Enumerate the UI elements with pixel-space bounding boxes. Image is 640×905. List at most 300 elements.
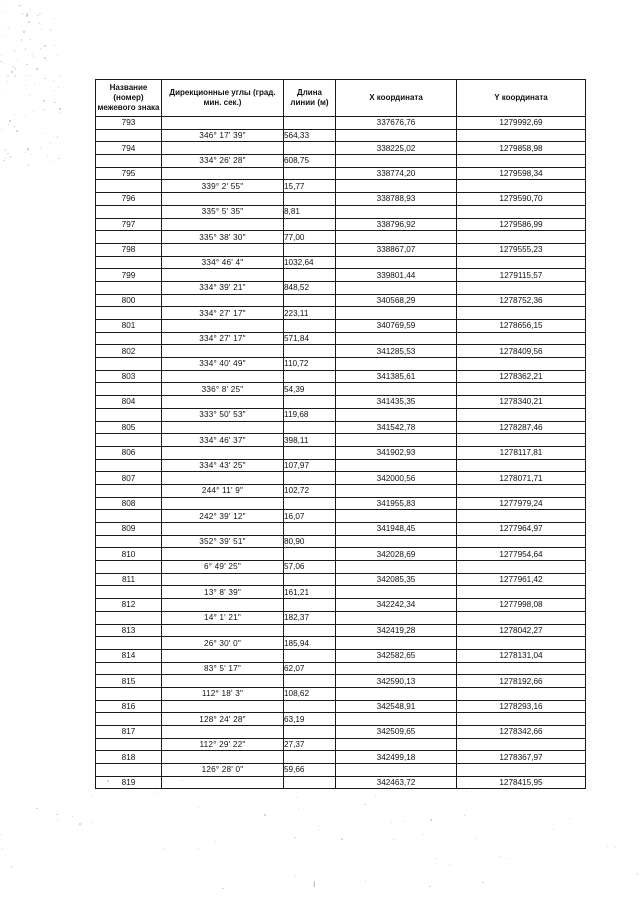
cell-y-coordinate — [457, 738, 586, 751]
cell-x-coordinate: 341285,53 — [336, 345, 457, 358]
cell-y-coordinate — [457, 129, 586, 142]
cell-x-coordinate — [336, 434, 457, 447]
cell-line-length: 102,72 — [284, 484, 336, 497]
cell-line-length — [284, 649, 336, 662]
scan-speckle — [13, 66, 14, 67]
scan-speckle — [15, 75, 16, 76]
cell-y-coordinate — [457, 662, 586, 675]
cell-line-length — [284, 142, 336, 155]
scan-speckle — [9, 120, 10, 121]
cell-direction-angle: 334° 27' 17" — [162, 332, 284, 345]
cell-x-coordinate — [336, 231, 457, 244]
scan-speckle — [615, 847, 616, 848]
cell-line-length — [284, 548, 336, 561]
cell-y-coordinate: 1279992,69 — [457, 117, 586, 130]
cell-line-length: 571,84 — [284, 332, 336, 345]
cell-marker-name — [96, 256, 162, 269]
cell-direction-angle — [162, 167, 284, 180]
cell-marker-name: 817 — [96, 726, 162, 739]
cell-x-coordinate: 340568,29 — [336, 294, 457, 307]
cell-y-coordinate: 1278192,66 — [457, 675, 586, 688]
cell-direction-angle — [162, 751, 284, 764]
cell-y-coordinate: 1278042,27 — [457, 624, 586, 637]
cell-marker-name: 818 — [96, 751, 162, 764]
scan-speckle — [39, 23, 40, 24]
scan-speckle — [391, 822, 392, 823]
cell-direction-angle: 335° 38' 30" — [162, 231, 284, 244]
cell-line-length: 182,37 — [284, 611, 336, 624]
table-row — [96, 497, 586, 510]
cell-marker-name: 805 — [96, 421, 162, 434]
table-row — [96, 281, 586, 294]
cell-y-coordinate — [457, 713, 586, 726]
cell-marker-name — [96, 484, 162, 497]
cell-x-coordinate: 338796,92 — [336, 218, 457, 231]
table-row — [96, 751, 586, 764]
cell-line-length: 77,00 — [284, 231, 336, 244]
scan-speckle — [54, 45, 55, 46]
scan-speckle — [21, 39, 22, 40]
scan-speckle — [37, 15, 38, 16]
cell-x-coordinate: 340769,59 — [336, 320, 457, 333]
scan-speckle — [45, 133, 46, 134]
cell-y-coordinate — [457, 281, 586, 294]
table-row — [96, 193, 586, 206]
cell-direction-angle — [162, 294, 284, 307]
scan-speckle — [45, 109, 46, 110]
cell-y-coordinate — [457, 561, 586, 574]
scan-speckle — [164, 848, 165, 849]
table-row — [96, 269, 586, 282]
scan-speckle — [20, 5, 21, 6]
cell-y-coordinate: 1278071,71 — [457, 472, 586, 485]
scan-speckle — [7, 153, 8, 154]
cell-direction-angle: 26° 30' 0" — [162, 637, 284, 650]
cell-marker-name: 811 — [96, 573, 162, 586]
cell-x-coordinate — [336, 484, 457, 497]
cell-marker-name — [96, 738, 162, 751]
cell-direction-angle: 6° 49' 25" — [162, 561, 284, 574]
cell-x-coordinate — [336, 738, 457, 751]
scan-speckle — [58, 158, 60, 160]
scan-speckle — [29, 95, 30, 96]
cell-direction-angle: 334° 46' 37" — [162, 434, 284, 447]
cell-y-coordinate — [457, 307, 586, 320]
scan-speckle — [222, 888, 224, 890]
scan-speckle — [3, 63, 4, 64]
cell-y-coordinate — [457, 764, 586, 777]
scan-speckle — [5, 149, 6, 150]
cell-line-length — [284, 396, 336, 409]
cell-marker-name: 798 — [96, 243, 162, 256]
cell-x-coordinate: 342548,91 — [336, 700, 457, 713]
cell-y-coordinate: 1279590,70 — [457, 193, 586, 206]
table-row — [96, 662, 586, 675]
cell-y-coordinate — [457, 510, 586, 523]
table-row — [96, 307, 586, 320]
cell-direction-angle — [162, 675, 284, 688]
cell-direction-angle: 339° 2' 55" — [162, 180, 284, 193]
cell-x-coordinate — [336, 332, 457, 345]
table-row — [96, 738, 586, 751]
cell-y-coordinate: 1278131,04 — [457, 649, 586, 662]
cell-line-length: 223,11 — [284, 307, 336, 320]
scan-speckle — [30, 75, 32, 77]
scan-speckle — [59, 108, 61, 110]
cell-direction-angle: 13° 8' 39" — [162, 586, 284, 599]
cell-marker-name — [96, 408, 162, 421]
cell-y-coordinate — [457, 637, 586, 650]
scan-speckle — [25, 48, 27, 50]
table-row — [96, 155, 586, 168]
cell-line-length — [284, 345, 336, 358]
cell-y-coordinate — [457, 332, 586, 345]
scan-speckle — [2, 91, 3, 92]
table-row — [96, 117, 586, 130]
table-row — [96, 383, 586, 396]
scan-speckle — [8, 124, 10, 126]
cell-line-length: 848,52 — [284, 281, 336, 294]
scan-speckle — [43, 109, 44, 110]
cell-x-coordinate: 341902,93 — [336, 446, 457, 459]
cell-x-coordinate — [336, 408, 457, 421]
table-row — [96, 345, 586, 358]
cell-x-coordinate — [336, 307, 457, 320]
cell-line-length — [284, 370, 336, 383]
scan-speckle — [0, 61, 1, 62]
cell-y-coordinate — [457, 611, 586, 624]
cell-marker-name — [96, 205, 162, 218]
cell-line-length — [284, 472, 336, 485]
scan-speckle — [57, 55, 58, 56]
cell-direction-angle — [162, 776, 284, 789]
cell-x-coordinate — [336, 586, 457, 599]
cell-x-coordinate — [336, 383, 457, 396]
cell-y-coordinate — [457, 408, 586, 421]
cell-x-coordinate: 338774,20 — [336, 167, 457, 180]
cell-marker-name: 816 — [96, 700, 162, 713]
scan-speckle — [53, 161, 54, 162]
cell-marker-name — [96, 129, 162, 142]
table-row — [96, 776, 586, 789]
scan-speckle — [464, 815, 465, 816]
scan-speckle — [57, 136, 58, 137]
cell-x-coordinate: 341542,78 — [336, 421, 457, 434]
scan-speckle — [17, 60, 18, 61]
cell-marker-name — [96, 434, 162, 447]
cell-x-coordinate: 338867,07 — [336, 243, 457, 256]
cell-line-length — [284, 421, 336, 434]
table-header-row — [96, 80, 586, 117]
cell-x-coordinate: 342582,65 — [336, 649, 457, 662]
scan-speckle — [264, 814, 266, 816]
cell-marker-name — [96, 611, 162, 624]
cell-line-length — [284, 294, 336, 307]
cell-direction-angle — [162, 345, 284, 358]
scan-speckle — [607, 846, 608, 847]
cell-y-coordinate — [457, 687, 586, 700]
cell-y-coordinate: 1277961,42 — [457, 573, 586, 586]
scan-speckle — [365, 881, 366, 882]
cell-y-coordinate — [457, 205, 586, 218]
cell-line-length: 63,19 — [284, 713, 336, 726]
cell-marker-name: 808 — [96, 497, 162, 510]
scan-speckle — [30, 39, 31, 40]
cell-line-length: 80,90 — [284, 535, 336, 548]
cell-direction-angle: 334° 46' 4" — [162, 256, 284, 269]
scan-speckle — [16, 130, 18, 132]
cell-x-coordinate: 342000,56 — [336, 472, 457, 485]
cell-direction-angle — [162, 370, 284, 383]
cell-marker-name: 812 — [96, 599, 162, 612]
cell-direction-angle — [162, 573, 284, 586]
cell-y-coordinate — [457, 358, 586, 371]
cell-direction-angle: 112° 29' 22" — [162, 738, 284, 751]
cell-line-length: 27,37 — [284, 738, 336, 751]
scan-speckle — [79, 823, 81, 825]
scan-speckle — [33, 111, 34, 112]
scan-speckle — [26, 13, 28, 15]
table-row — [96, 167, 586, 180]
cell-y-coordinate — [457, 383, 586, 396]
table-row — [96, 611, 586, 624]
cell-x-coordinate — [336, 155, 457, 168]
cell-direction-angle — [162, 117, 284, 130]
cell-line-length: 108,62 — [284, 687, 336, 700]
scan-speckle — [44, 57, 46, 59]
cell-direction-angle: 334° 39' 21" — [162, 281, 284, 294]
table-row — [96, 573, 586, 586]
cell-marker-name — [96, 662, 162, 675]
scan-speckle — [54, 90, 55, 91]
cell-direction-angle — [162, 421, 284, 434]
cell-line-length — [284, 599, 336, 612]
cell-y-coordinate — [457, 586, 586, 599]
cell-line-length — [284, 675, 336, 688]
cell-x-coordinate: 342509,65 — [336, 726, 457, 739]
table-row — [96, 408, 586, 421]
scan-speckle — [569, 818, 570, 819]
cell-line-length — [284, 117, 336, 130]
table-row — [96, 599, 586, 612]
scan-speckle — [34, 83, 35, 84]
scan-speckle — [41, 29, 42, 30]
cell-x-coordinate: 341948,45 — [336, 523, 457, 536]
cell-marker-name: 807 — [96, 472, 162, 485]
cell-direction-angle: 334° 27' 17" — [162, 307, 284, 320]
scan-speckle — [53, 80, 54, 81]
table-row — [96, 523, 586, 536]
scan-speckle — [5, 157, 6, 158]
scan-speckle — [506, 858, 507, 859]
cell-line-length: 185,94 — [284, 637, 336, 650]
cell-marker-name — [96, 155, 162, 168]
cell-marker-name — [96, 332, 162, 345]
cell-line-length — [284, 624, 336, 637]
scan-speckle — [1, 55, 2, 56]
cell-direction-angle: 336° 8' 25" — [162, 383, 284, 396]
scan-speckle — [33, 56, 34, 57]
cell-direction-angle: 333° 50' 53" — [162, 408, 284, 421]
cell-line-length: 59,66 — [284, 764, 336, 777]
scan-speckle — [54, 18, 55, 19]
table-row — [96, 510, 586, 523]
cell-y-coordinate: 1279858,98 — [457, 142, 586, 155]
cell-x-coordinate — [336, 510, 457, 523]
cell-y-coordinate: 1278293,16 — [457, 700, 586, 713]
scan-speckle — [50, 143, 51, 144]
cell-x-coordinate — [336, 180, 457, 193]
table-row — [96, 180, 586, 193]
cell-y-coordinate: 1278340,21 — [457, 396, 586, 409]
cell-marker-name: 809 — [96, 523, 162, 536]
cell-marker-name — [96, 535, 162, 548]
cell-direction-angle: 112° 18' 3" — [162, 687, 284, 700]
cell-line-length — [284, 167, 336, 180]
scan-speckle — [499, 856, 500, 857]
scan-speckle — [57, 819, 58, 820]
cell-direction-angle — [162, 320, 284, 333]
scan-speckle — [15, 68, 16, 69]
survey-table — [95, 79, 586, 789]
cell-y-coordinate: 1278117,81 — [457, 446, 586, 459]
cell-direction-angle — [162, 142, 284, 155]
cell-line-length — [284, 776, 336, 789]
cell-y-coordinate: 1279555,23 — [457, 243, 586, 256]
cell-line-length: 161,21 — [284, 586, 336, 599]
scan-speckle — [30, 154, 31, 155]
cell-direction-angle: 242° 39' 12" — [162, 510, 284, 523]
cell-direction-angle: 352° 39' 51" — [162, 535, 284, 548]
cell-y-coordinate: 1278415,95 — [457, 776, 586, 789]
cell-marker-name — [96, 510, 162, 523]
cell-y-coordinate: 1278342,66 — [457, 726, 586, 739]
cell-marker-name: 819 — [96, 776, 162, 789]
cell-marker-name: 800 — [96, 294, 162, 307]
scan-speckle — [11, 866, 12, 867]
cell-line-length — [284, 497, 336, 510]
cell-direction-angle: 334° 40' 49" — [162, 358, 284, 371]
cell-line-length — [284, 573, 336, 586]
table-row — [96, 421, 586, 434]
cell-line-length: 110,72 — [284, 358, 336, 371]
scan-speckle — [107, 780, 109, 782]
cell-x-coordinate — [336, 561, 457, 574]
scan-speckle — [341, 838, 343, 840]
cell-x-coordinate — [336, 535, 457, 548]
scan-speckle — [7, 76, 9, 78]
cell-y-coordinate: 1277998,08 — [457, 599, 586, 612]
scan-speckle — [294, 837, 296, 839]
scan-speckle — [295, 875, 296, 876]
scan-speckle — [553, 829, 554, 830]
table-row — [96, 370, 586, 383]
table-row — [96, 446, 586, 459]
scan-speckle — [296, 797, 297, 798]
scan-speckle — [11, 71, 12, 72]
scan-speckle — [0, 834, 1, 835]
cell-direction-angle — [162, 269, 284, 282]
scan-speckle — [7, 81, 8, 82]
cell-marker-name: 795 — [96, 167, 162, 180]
table-body — [96, 117, 586, 789]
cell-line-length: 57,06 — [284, 561, 336, 574]
cell-direction-angle: 83° 5' 17" — [162, 662, 284, 675]
cell-line-length — [284, 243, 336, 256]
cell-marker-name: 799 — [96, 269, 162, 282]
cell-direction-angle — [162, 649, 284, 662]
table-row — [96, 129, 586, 142]
cell-line-length: 54,39 — [284, 383, 336, 396]
scan-speckle — [28, 21, 30, 23]
scan-speckle — [54, 102, 55, 103]
cell-direction-angle — [162, 218, 284, 231]
scan-speckle — [318, 826, 319, 827]
table-row — [96, 332, 586, 345]
scan-speckle — [466, 791, 467, 792]
table-row — [96, 637, 586, 650]
scan-speckle — [59, 76, 60, 77]
scan-speckle — [318, 829, 319, 830]
cell-marker-name: 803 — [96, 370, 162, 383]
table-row — [96, 726, 586, 739]
cell-line-length: 1032,64 — [284, 256, 336, 269]
scan-speckle — [46, 60, 47, 61]
table-row — [96, 205, 586, 218]
cell-marker-name: 804 — [96, 396, 162, 409]
scan-speckle — [156, 786, 157, 787]
cell-direction-angle — [162, 700, 284, 713]
cell-x-coordinate: 341385,61 — [336, 370, 457, 383]
cell-direction-angle — [162, 446, 284, 459]
cell-line-length — [284, 751, 336, 764]
cell-marker-name — [96, 180, 162, 193]
table-row — [96, 624, 586, 637]
cell-x-coordinate — [336, 256, 457, 269]
table-row — [96, 434, 586, 447]
cell-y-coordinate — [457, 434, 586, 447]
cell-direction-angle — [162, 193, 284, 206]
cell-x-coordinate — [336, 764, 457, 777]
cell-marker-name — [96, 459, 162, 472]
scan-speckle — [27, 75, 28, 76]
cell-marker-name: 806 — [96, 446, 162, 459]
cell-marker-name: 796 — [96, 193, 162, 206]
cell-x-coordinate — [336, 662, 457, 675]
cell-line-length: 62,07 — [284, 662, 336, 675]
table-row — [96, 687, 586, 700]
cell-x-coordinate — [336, 459, 457, 472]
cell-marker-name: 810 — [96, 548, 162, 561]
table-row — [96, 586, 586, 599]
scan-speckle — [2, 848, 3, 849]
table-row — [96, 548, 586, 561]
cell-y-coordinate: 1277964,97 — [457, 523, 586, 536]
scan-speckle — [25, 116, 26, 117]
cell-x-coordinate — [336, 713, 457, 726]
scan-speckle — [637, 873, 639, 875]
cell-y-coordinate — [457, 180, 586, 193]
cell-line-length — [284, 193, 336, 206]
cell-x-coordinate — [336, 205, 457, 218]
scan-speckle — [404, 821, 405, 822]
scan-mark: ⁝ — [313, 880, 316, 889]
scan-speckle — [50, 30, 51, 31]
table-row — [96, 459, 586, 472]
cell-line-length — [284, 218, 336, 231]
cell-y-coordinate — [457, 459, 586, 472]
table-row — [96, 700, 586, 713]
